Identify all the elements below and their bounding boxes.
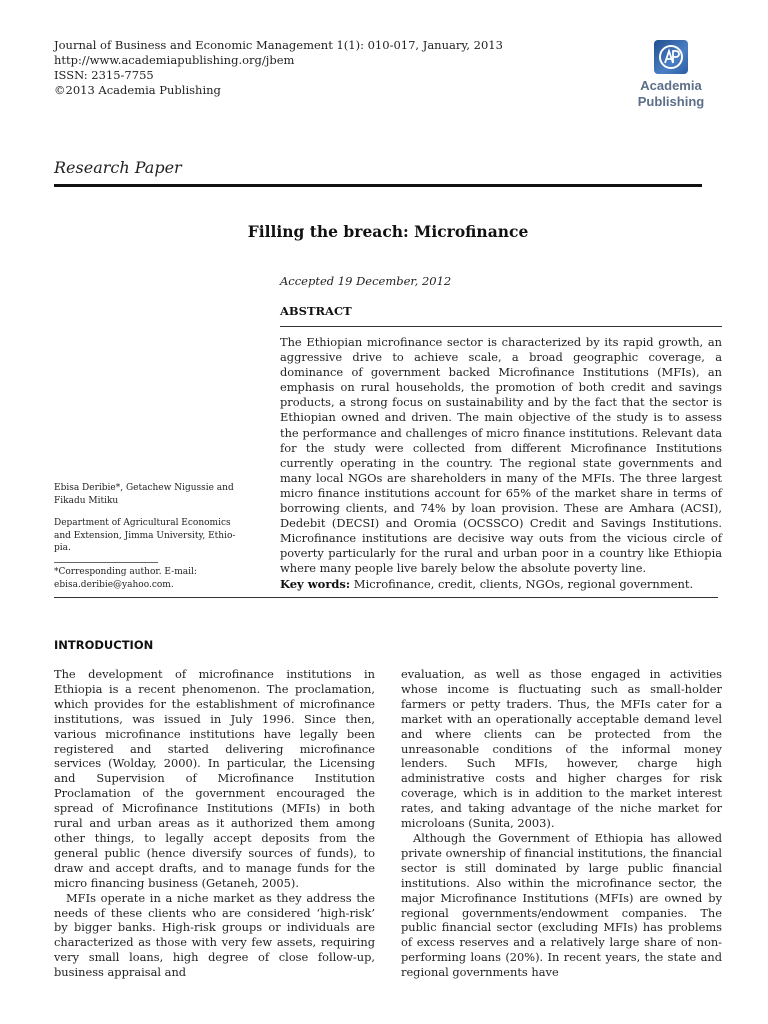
introduction-heading: INTRODUCTION (54, 638, 154, 652)
keywords (280, 577, 730, 591)
journal-copyright: ©2013 Academia Publishing (54, 83, 221, 97)
intro-right-column (401, 667, 722, 980)
abstract-top-rule (280, 326, 722, 327)
intro-left-paragraph-1: The development of microfinance institutions in Ethiopia is a recent phenomenon. The proclamation, which provides for the establishment of microfinance institutions, was issued in July 1996. Since then, various microfinance institutions have legally been registered and started delivering microfinance services (Wolday, 2000). In particular, the Licensing and Supervision of Microfinance Institution Proclamation of the government encouraged the spread of Microfinance Institutions (MFIs) in both rural and urban areas as it authorized them among other things, to legally accept deposits from the general public (hence diversify sources of funds), to draw and accept drafts, and to manage funds for the micro financing business (Getaneh, 2005). (54, 667, 375, 890)
corresponding-author: *Corresponding author. E-mail: ebisa.deribie@yahoo.com. (54, 567, 197, 590)
accepted-date: Accepted 19 December, 2012 (280, 274, 452, 288)
journal-url[interactable]: http://www.academiapublishing.org/jbem (54, 53, 295, 67)
abstract-heading: ABSTRACT (280, 304, 352, 318)
keywords-text: Microfinance, credit, clients, NGOs, regional government. (353, 577, 694, 591)
ap-logo-icon (654, 40, 688, 74)
author-names: Ebisa Deribie*, Getachew Nigussie and Fikadu Mitiku (54, 483, 234, 506)
journal-issn: ISSN: 2315-7755 (54, 68, 154, 82)
author-department: Department of Agricultural Economics and Extension, Jimma University, Ethio-pia. (54, 518, 236, 553)
journal-citation: Journal of Business and Economic Management 1(1): 010-017, January, 2013 (54, 38, 503, 52)
header-divider (54, 184, 702, 187)
ap-logo-glyph (658, 44, 684, 70)
intro-right-paragraph-2: Although the Government of Ethiopia has allowed private ownership of financial institutions, the financial sector is still dominated by large public financial institutions. Also within the microfinance sector, the major Microfinance Institutions (MFIs) are owned by regional governments/endowment companies. The public financial sector (excluding MFIs) has problems of excess reserves and a relatively large share of non-performing loans (20%). In recent years, the state and regional governments have (401, 830, 722, 980)
abstract-bottom-rule (54, 597, 718, 598)
logo-line-1: Academia (640, 78, 702, 93)
intro-left-paragraph-2: MFIs operate in a niche market as they address the needs of these clients who are considered ‘high-risk’ by bigger banks. High-risk groups or individuals are characterized as those with very few assets, requiring very small loans, high degree of close follow-up, business appraisal and (54, 890, 375, 980)
abstract-text: The Ethiopian microfinance sector is characterized by its rapid growth, an aggressive drive to achieve scale, a broad geographic coverage, a dominance of government backed Microfinance Institutions (MFIs), an emphasis on rural households, the promotion of both credit and savings products, a strong focus on sustainability and by the fact that the sector is Ethiopian owned and driven. The main objective of the study is to assess the performance and challenges of micro finance institutions. Relevant data for the study were collected from different Microfinance Institutions currently operating in the country. The regional state governments and many local NGOs are shareholders in many of the MFIs. The three largest micro finance institutions account for 65% of the market share in terms of borrowing clients, and 74% by loan provision. These are Amhara (ACSI), Dedebit (DECSI) and Oromia (OCSSCO) Credit and Savings Institutions. Microfinance institutions are decisive way outs from the vicious circle of poverty particularly for the rural and urban poor in a country like Ethiopia where many people live barely below the absolute poverty line. (280, 335, 722, 576)
section-label: Research Paper (54, 158, 182, 177)
footnote-rule (54, 562, 158, 563)
intro-left-column (54, 667, 375, 980)
keywords-label: Key words: (280, 577, 351, 591)
logo-line-2: Publishing (637, 94, 705, 109)
intro-right-paragraph-1: evaluation, as well as those engaged in activities whose income is fluctuating such as small-holder farmers or petty traders. Thus, the MFIs cater for a market with an operationally acceptable demand level and where clients can be protected from the unreasonable conditions of the informal money lenders. Such MFIs, however, charge high administrative costs and higher charges for risk coverage, which is in addition to the market interest rates, and taking advantage of the niche market for microloans (Sunita, 2003). (401, 667, 722, 831)
publisher-logo-text (624, 78, 718, 110)
paper-title: Filling the breach: Microfinance (247, 222, 529, 241)
